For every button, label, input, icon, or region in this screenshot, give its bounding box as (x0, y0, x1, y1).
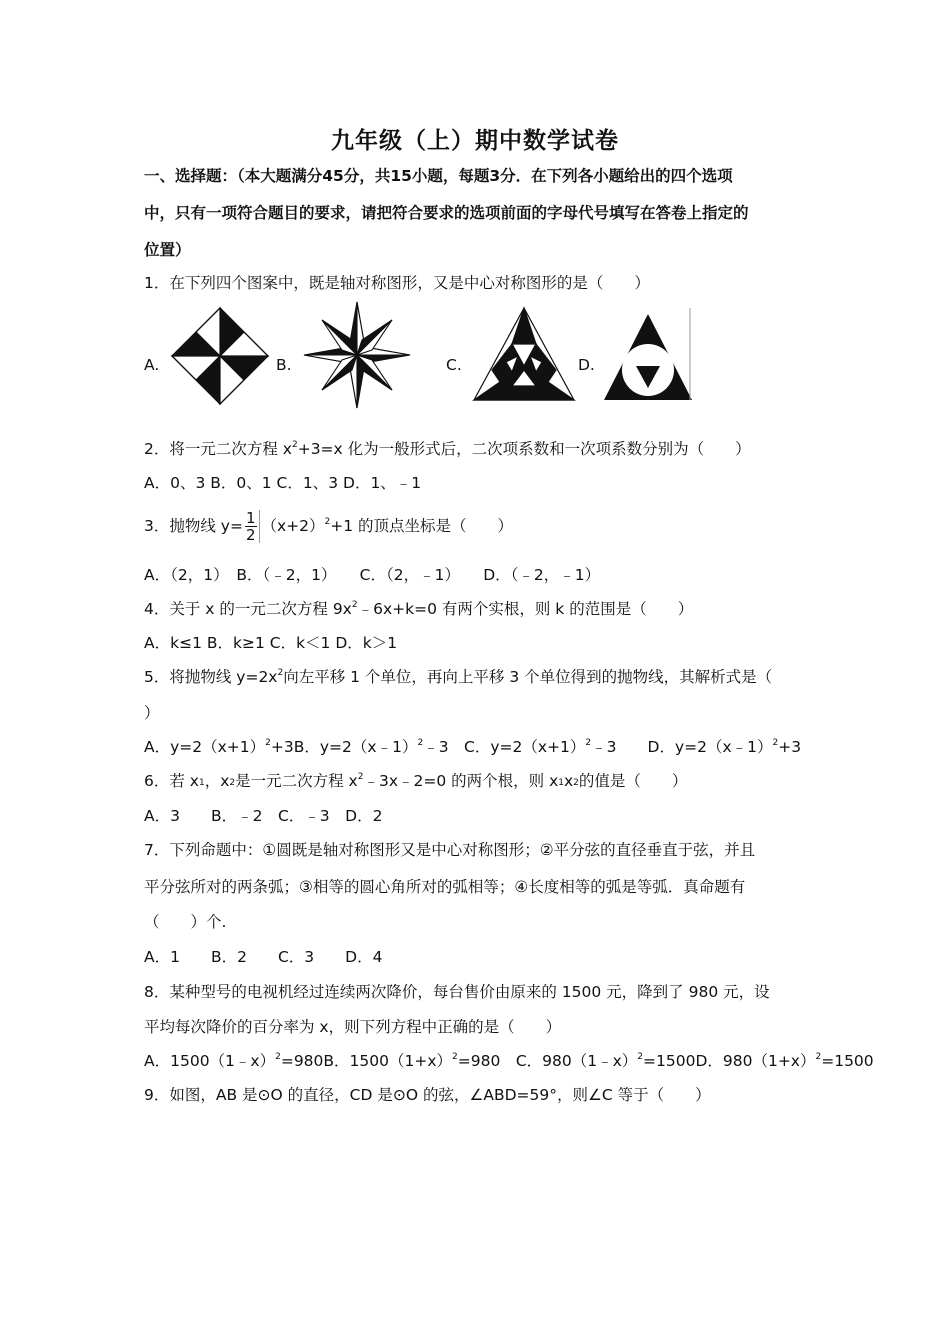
question-7-line-2: 平分弦所对的两条弧；③相等的圆心角所对的弧相等；④长度相等的弧是等弧．真命题有 (144, 878, 746, 896)
option-a-label: A. (144, 356, 160, 374)
question-6-options: A．3 B．﹣2 C．﹣3 D．2 (144, 807, 383, 825)
question-9: 9．如图，AB 是⊙O 的直径，CD 是⊙O 的弦，∠ABD=59°，则∠C 等于（ ） (144, 1086, 711, 1104)
question-8-options: A．1500（1﹣x）$^2$=980B．$1500(1+x)^2=980$ C．980（1﹣x）$^2$=1500D．$980(1+x)^2=1500$ (144, 1052, 874, 1070)
question-7-line-3: （ ）个. (144, 913, 227, 931)
question-3-options: A．（2，1） B．（﹣2，1） C．（2，﹣1） D．（﹣2，﹣1） (144, 566, 601, 584)
question-4-options: A．k≤1 B．k≥1 C．k＜1 D．k＞1 (144, 634, 398, 652)
question-7-line-1: 7．下列命题中：①圆既是轴对称图形又是中心对称图形；②平分弦的直径垂直于弦，并且 (144, 841, 756, 859)
question-2-options: A．0、3 B．0、1 C．1、3 D．1、﹣1 (144, 474, 422, 492)
question-5: 5．将抛物线 $y=2x^2$向左平移 1 个单位，再向上平移 3 个单位得到的抛物线，其解析式是（ (144, 668, 773, 686)
question-4: 4．关于 x 的一元二次方程 $9x^2﹣6x+k=0$ 有两个实根，则 k 的范围是（ ） (144, 600, 694, 618)
fraction: $\frac{1}{2}$ (245, 510, 260, 543)
question-1-figures (144, 300, 804, 410)
star-figure (302, 300, 412, 410)
option-c-label: C. (446, 356, 462, 374)
question-2: 2．将一元二次方程 $x^2+3=x$ 化为一般形式后，二次项系数和一次项系数分别为（ ） (144, 440, 751, 458)
section-heading-line-2: 中，只有一项符合题目的要求，请把符合要求的选项前面的字母代号填写在答卷上指定的 (144, 204, 749, 222)
question-3: 3．抛物线 y= $\frac{1}{2}$ $(x+2)^2+1$ 的顶点坐标是（ ） (144, 509, 514, 544)
triangle-circle-figure (602, 304, 694, 404)
question-5-options: A．$y=2(x+1)^2+3B$．y=2（x﹣1）$^2$﹣3 C．$y=2(x+1)^2﹣3$ D．y=2（x﹣1）$^2$+3 (144, 738, 802, 756)
question-7-options: A．1 B．2 C．3 D．4 (144, 948, 383, 966)
question-6: 6．若 $x_1$，$x_2$是一元二次方程 $x^2﹣3x﹣2=0$ 的两个根，则 $x_1x_2$的值是（ ） (144, 772, 688, 790)
page-title: 九年级（上）期中数学试卷 (331, 128, 619, 154)
pinwheel-figure (168, 304, 272, 408)
option-d-label: D. (578, 356, 595, 374)
section-heading-line-3: 位置） (144, 241, 191, 259)
question-8-line-1: 8．某种型号的电视机经过连续两次降价，每台售价由原来的 1500 元，降到了 980 元，设 (144, 983, 770, 1001)
question-1: 1．在下列四个图案中，既是轴对称图形，又是中心对称图形的是（ ） (144, 274, 650, 292)
section-heading-line-1: 一、选择题：（本大题满分45分，共15小题，每题3分．在下列各小题给出的四个选项 (144, 167, 733, 185)
question-5-line-2: ） (144, 704, 160, 722)
triangle-figure (470, 304, 578, 404)
option-b-label: B. (276, 356, 292, 374)
question-8-line-2: 平均每次降价的百分率为 x，则下列方程中正确的是（ ） (144, 1018, 562, 1036)
